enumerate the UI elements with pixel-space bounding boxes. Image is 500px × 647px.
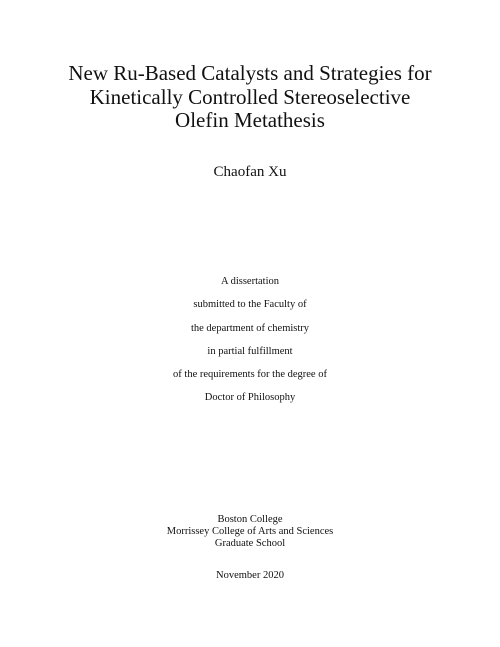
statement-line-6: Doctor of Philosophy xyxy=(204,392,296,404)
author-name: Chaofan Xu xyxy=(213,164,287,180)
submission-date: November 2020 xyxy=(216,570,284,581)
statement-line-1: A dissertation xyxy=(220,276,280,287)
degree-statement xyxy=(0,276,500,416)
title-line-2: Kinetically Controlled Stereoselective xyxy=(89,84,411,109)
statement-line-5: of the requirements for the degree of xyxy=(173,369,327,381)
dissertation-title xyxy=(0,62,500,133)
institution-line-3: Graduate School xyxy=(214,538,286,549)
institution-line-2: Morrissey College of Arts and Sciences xyxy=(166,526,334,537)
statement-line-3: the department of chemistry xyxy=(190,322,310,334)
institution-line-1: Boston College xyxy=(217,514,283,525)
title-line-3: Olefin Metathesis xyxy=(175,108,325,132)
statement-line-2: submitted to the Faculty of xyxy=(193,299,307,311)
title-line-1: New Ru-Based Catalysts and Strategies for xyxy=(68,61,432,85)
institution-block xyxy=(0,514,500,550)
statement-line-4: in partial fulfillment xyxy=(207,345,293,357)
